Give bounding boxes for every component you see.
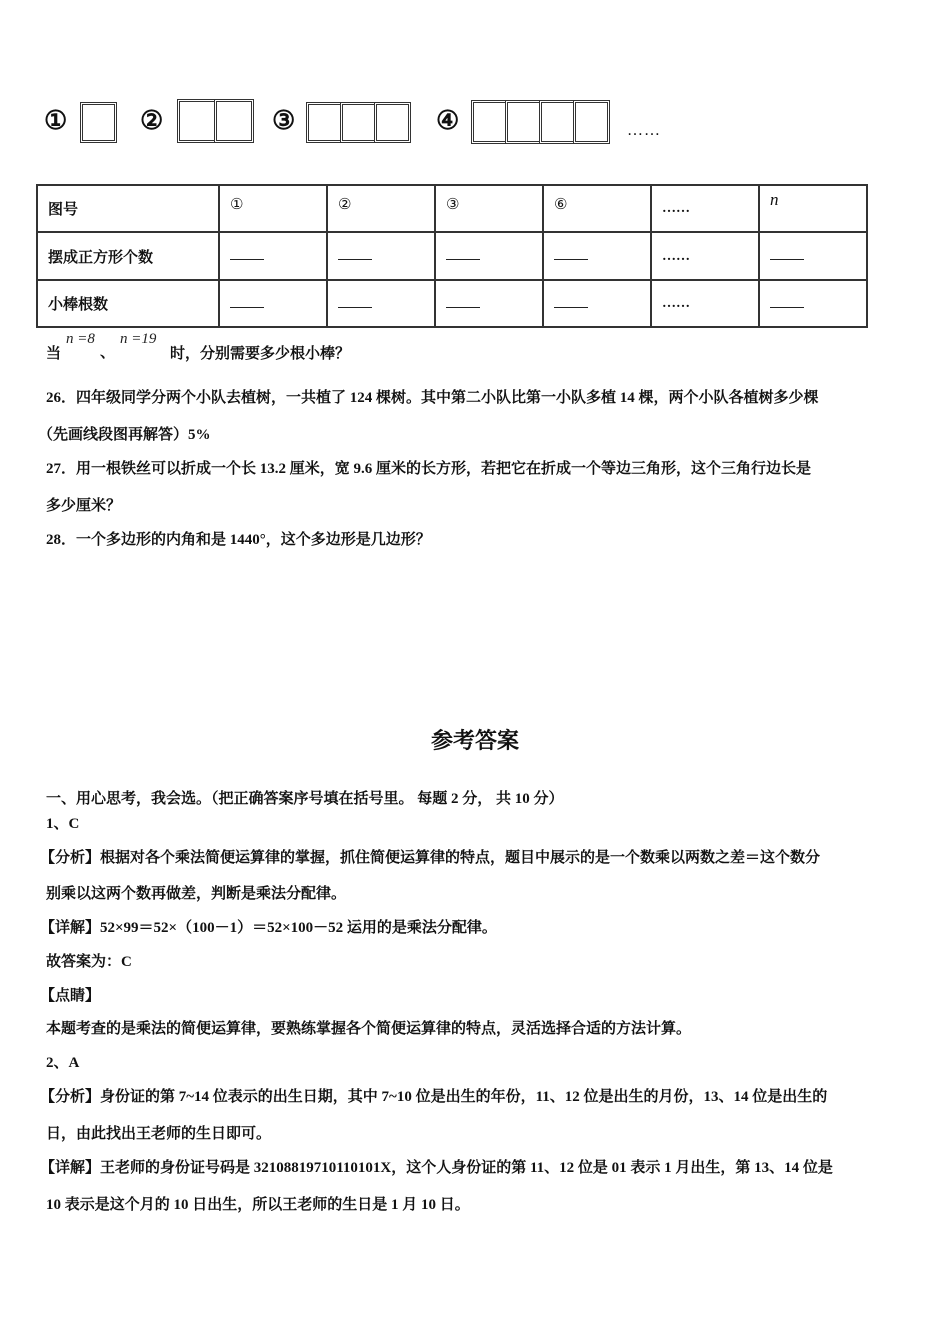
answer-1-comment: 本题考查的是乘法的简便运算律，要熟练掌握各个简便运算律的特点，灵活选择合适的方法计算。: [46, 1021, 692, 1037]
answer-2-analysis-line2: 日，由此找出王老师的生日即可。: [46, 1126, 272, 1142]
figure-4-squares: [471, 100, 607, 144]
answer-1-detail: 【详解】52×99＝52×（100－1）＝52×100－52 运用的是乘法分配律。: [40, 920, 497, 936]
matchstick-square: [505, 100, 542, 144]
answers-title: 参考答案: [430, 729, 519, 754]
table-cell: ②: [327, 185, 435, 232]
figure-label-4: ④: [436, 106, 460, 136]
answer-1-comment-heading: 【点睛】: [40, 988, 101, 1004]
blank-cell: [327, 280, 435, 327]
row-header: 小棒根数: [37, 280, 219, 327]
matchstick-square: [573, 100, 610, 144]
table-row: [37, 280, 867, 327]
answer-2-detail-line2: 10 表示是这个月的 10 日出生，所以王老师的生日是 1 月 10 日。: [46, 1197, 470, 1213]
matchstick-square: [177, 99, 217, 143]
answer-2-detail-line1: 【详解】王老师的身份证号码是 32108819710110101X，这个人身份证的第 11、12 位是 01 表示 1 月出生，第 13、14 位是: [40, 1160, 833, 1176]
table-cell: ……: [651, 280, 759, 327]
answer-1-conclusion: 故答案为：C: [46, 954, 132, 970]
q27-line2: 多少厘米？: [46, 498, 122, 514]
matchstick-square: [340, 102, 377, 143]
matchstick-square: [374, 102, 411, 143]
blank-cell: [543, 280, 651, 327]
figure-2-squares: [177, 99, 251, 143]
blank-cell: [759, 280, 867, 327]
figure-1-squares: [80, 102, 114, 143]
blank-cell: [219, 232, 327, 280]
figure-3-squares: [306, 102, 408, 143]
q25-n1: n =8: [66, 331, 95, 347]
row-header: 摆成正方形个数: [37, 232, 219, 280]
blank-cell: [327, 232, 435, 280]
matchstick-square: [214, 99, 254, 143]
q26-line2: （先画线段图再解答）5%: [38, 427, 211, 443]
q25-separator: 、: [100, 345, 116, 361]
blank-cell: [435, 280, 543, 327]
table-cell: ⑥: [543, 185, 651, 232]
figure-label-1: ①: [44, 106, 68, 136]
answer-1-analysis-line1: 【分析】根据对各个乘法简便运算律的掌握，抓住简便运算律的特点，题目中展示的是一个数乘以两数之差＝这个数分: [40, 850, 821, 866]
answer-2-analysis-line1: 【分析】身份证的第 7~14 位表示的出生日期，其中 7~10 位是出生的年份，11、12 位是出生的月份，13、14 位是出生的: [40, 1089, 828, 1105]
row-header: 图号: [37, 185, 219, 232]
q26-line1: 26．四年级同学分两个小队去植树，一共植了 124 棵树。其中第二小队比第一小队多植 14 棵，两个小队各植树多少棵: [46, 390, 819, 406]
q28-line1: 28．一个多边形的内角和是 1440°，这个多边形是几边形？: [46, 532, 431, 548]
table-row: [37, 185, 867, 232]
matchstick-square: [80, 102, 117, 143]
table-cell: ③: [435, 185, 543, 232]
blank-cell: [219, 280, 327, 327]
matchstick-square: [471, 100, 508, 144]
answers-section-heading: 一、用心思考，我会选。（把正确答案序号填在括号里。 每题 2 分， 共 10 分）: [46, 791, 564, 807]
q25-n2: n =19: [120, 331, 157, 347]
q25-suffix: 时，分别需要多少根小棒？: [170, 344, 351, 362]
blank-cell: [759, 232, 867, 280]
figure-label-2: ②: [140, 106, 164, 136]
table-row: [37, 232, 867, 280]
table-cell: ……: [651, 185, 759, 232]
q27-line1: 27．用一根铁丝可以折成一个长 13.2 厘米，宽 9.6 厘米的长方形，若把它在折成一个等边三角形，这个三角行边长是: [46, 461, 812, 477]
q25-prefix: 当: [46, 344, 62, 362]
table-cell: ①: [219, 185, 327, 232]
answer-1-analysis-line2: 别乘以这两个数再做差，判断是乘法分配律。: [46, 886, 347, 902]
answer-2-label: 2、A: [46, 1055, 80, 1071]
pattern-table: [36, 184, 868, 328]
matchstick-square: [539, 100, 576, 144]
table-cell: ……: [651, 232, 759, 280]
table-cell: n: [759, 185, 867, 232]
blank-cell: [435, 232, 543, 280]
answer-1-label: 1、C: [46, 816, 80, 832]
matchstick-figures: [44, 96, 684, 152]
blank-cell: [543, 232, 651, 280]
figure-ellipsis: ……: [627, 122, 661, 139]
matchstick-square: [306, 102, 343, 143]
figure-label-3: ③: [272, 106, 296, 136]
